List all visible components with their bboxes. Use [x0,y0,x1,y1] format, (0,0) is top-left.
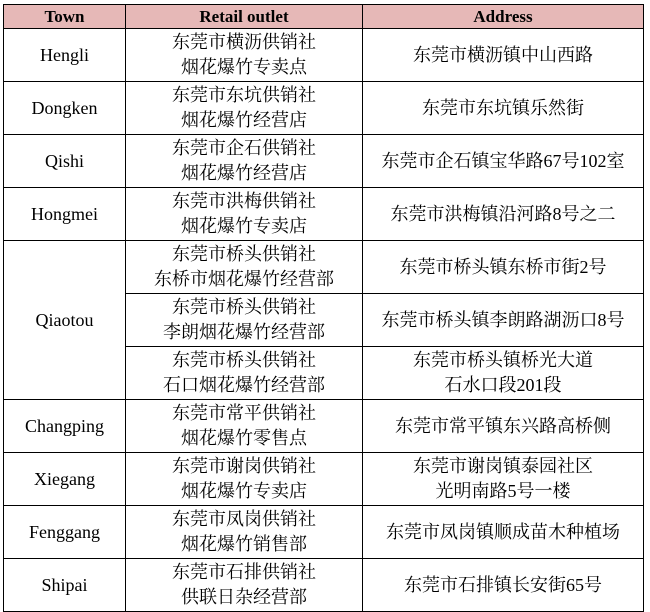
table-row [4,135,644,188]
address-line: 东莞市洪梅镇沿河路8号之二 [390,203,616,224]
address-line: 东莞市凤岗镇顺成苗木种植场 [386,521,620,542]
table-row [4,241,644,294]
outlet-line: 东莞市石排供销社 [172,562,316,582]
outlet-line: 东莞市东坑供销社 [172,85,316,105]
address-line: 光明南路5号一楼 [435,481,571,501]
town-cell: Hongmei [4,188,126,241]
address-line: 东莞市谢岗镇泰园社区 [413,456,593,476]
table-row [4,29,644,82]
outlet-line: 东莞市桥头供销社 [172,297,316,317]
outlet-line: 东莞市桥头供销社 [172,244,316,264]
address-cell [363,400,644,453]
table-row [4,188,644,241]
outlet-line: 烟花爆竹销售部 [181,534,307,554]
header-row [4,5,644,29]
outlet-line: 烟花爆竹零售点 [181,428,307,448]
table-row [4,506,644,559]
outlet-line: 东莞市常平供销社 [172,403,316,423]
address-cell [363,347,644,400]
address-cell [363,29,644,82]
address-line: 东莞市东坑镇乐然街 [422,97,584,118]
outlet-cell [126,241,363,294]
address-cell [363,188,644,241]
town-cell: Dongken [4,82,126,135]
town-cell: Changping [4,400,126,453]
outlet-line: 东桥市烟花爆竹经营部 [154,269,334,289]
outlet-line: 东莞市桥头供销社 [172,350,316,370]
address-line: 东莞市桥头镇桥光大道 [413,350,593,370]
outlet-line: 石口烟花爆竹经营部 [163,375,325,395]
outlet-line: 东莞市洪梅供销社 [172,191,316,211]
town-cell: Xiegang [4,453,126,506]
town-cell: Shipai [4,559,126,612]
outlet-line: 烟花爆竹专卖店 [181,481,307,501]
outlet-line: 烟花爆竹专卖店 [181,216,307,236]
outlet-cell [126,82,363,135]
address-cell [363,506,644,559]
outlet-cell [126,294,363,347]
outlet-table [3,4,644,612]
outlet-line: 烟花爆竹经营店 [181,110,307,130]
town-cell: Qiaotou [4,241,126,400]
town-cell: Fenggang [4,506,126,559]
table-row [4,453,644,506]
outlet-cell [126,135,363,188]
address-line: 石水口段201段 [444,375,562,395]
town-cell: Hengli [4,29,126,82]
address-line: 东莞市石排镇长安街65号 [404,574,602,595]
town-cell: Qishi [4,135,126,188]
address-cell [363,453,644,506]
header-town: Town [4,5,126,29]
header-address: Address [363,5,644,29]
table-row [4,400,644,453]
outlet-line: 烟花爆竹专卖点 [181,57,307,77]
address-line: 东莞市常平镇东兴路高桥侧 [395,415,611,436]
outlet-cell [126,347,363,400]
address-cell [363,135,644,188]
address-cell [363,82,644,135]
address-cell [363,241,644,294]
outlet-cell [126,559,363,612]
outlet-line: 东莞市凤岗供销社 [172,509,316,529]
outlet-line: 李朗烟花爆竹经营部 [163,322,325,342]
address-line: 东莞市桥头镇李朗路湖沥口8号 [381,309,625,330]
address-line: 东莞市桥头镇东桥市街2号 [399,256,607,277]
table-row [4,559,644,612]
address-line: 东莞市横沥镇中山西路 [413,44,593,65]
outlet-line: 烟花爆竹经营店 [181,163,307,183]
address-line: 东莞市企石镇宝华路67号102室 [381,150,625,171]
outlet-cell [126,188,363,241]
header-outlet: Retail outlet [126,5,363,29]
outlet-line: 东莞市企石供销社 [172,138,316,158]
outlet-cell [126,506,363,559]
outlet-line: 东莞市谢岗供销社 [172,456,316,476]
outlet-line: 东莞市横沥供销社 [172,32,316,52]
outlet-cell [126,400,363,453]
address-cell [363,559,644,612]
address-cell [363,294,644,347]
outlet-cell [126,29,363,82]
table-row [4,82,644,135]
outlet-line: 供联日杂经营部 [181,587,307,607]
outlet-cell [126,453,363,506]
